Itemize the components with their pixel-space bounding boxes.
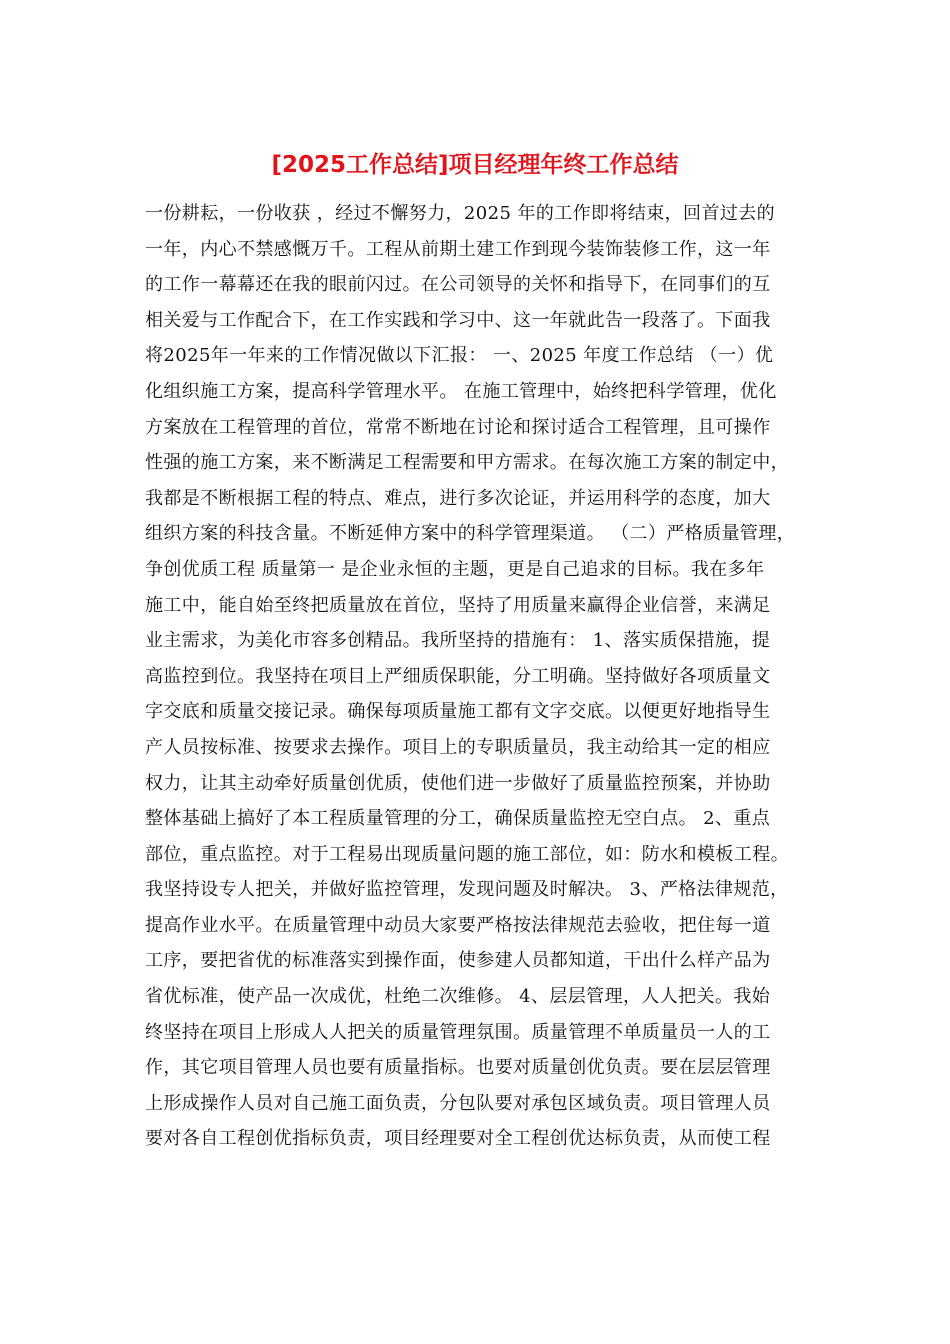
body-line: 争创优质工程 质量第一 是企业永恒的主题，更是自己追求的目标。我在多年	[145, 558, 765, 580]
body-line: 化组织施工方案，提高科学管理水平。 在施工管理中，始终把科学管理，优化	[145, 380, 777, 402]
body-line: 产人员按标准、按要求去操作。项目上的专职质量员，我主动给其一定的相应	[145, 736, 771, 758]
body-line: 权力，让其主动牵好质量创优质，使他们进一步做好了质量监控预案，并协助	[145, 772, 771, 794]
body-line: 字交底和质量交接记录。确保每项质量施工都有文字交底。以便更好地指导生	[145, 701, 771, 723]
body-line: 我都是不断根据工程的特点、难点，进行多次论证，并运用科学的态度，加大	[145, 487, 771, 509]
body-line: 性强的施工方案，来不断满足工程需要和甲方需求。在每次施工方案的制定中，	[145, 452, 789, 474]
body-line: 高监控到位。我坚持在项目上严细质保职能，分工明确。坚持做好各项质量文	[145, 665, 771, 687]
body-line: 部位，重点监控。对于工程易出现质量问题的施工部位，如：防水和模板工程。	[145, 843, 789, 865]
document-title: [2025工作总结]项目经理年终工作总结	[271, 152, 679, 178]
document-body	[145, 196, 825, 1157]
body-line: 工序，要把省优的标准落实到操作面，使参建人员都知道，干出什么样产品为	[145, 950, 771, 972]
body-line: 要对各自工程创优指标负责，项目经理要对全工程创优达标负责，从而使工程	[145, 1128, 771, 1150]
body-line: 省优标准，使产品一次成优，杜绝二次维修。 4、层层管理，人人把关。我始	[145, 986, 771, 1008]
body-line: 业主需求，为美化市容多创精品。我所坚持的措施有： 1、落实质保措施，提	[145, 630, 771, 652]
body-line: 作，其它项目管理人员也要有质量指标。也要对质量创优负责。要在层层管理	[145, 1057, 771, 1079]
body-line: 终坚持在项目上形成人人把关的质量管理氛围。质量管理不单质量员一人的工	[145, 1021, 771, 1043]
body-line: 上形成操作人员对自己施工面负责，分包队要对承包区域负责。项目管理人员	[145, 1092, 771, 1114]
body-line: 一年，内心不禁感慨万千。工程从前期土建工作到现今装饰装修工作，这一年	[145, 238, 771, 260]
body-line: 相关爱与工作配合下，在工作实践和学习中、这一年就此告一段落了。下面我	[145, 309, 771, 331]
body-line: 我坚持设专人把关，并做好监控管理，发现问题及时解决。 3、严格法律规范，	[145, 879, 789, 901]
body-line: 一份耕耘，一份收获 ，经过不懈努力，2025 年的工作即将结束，回首过去的	[145, 203, 776, 224]
body-line: 将2025年一年来的工作情况做以下汇报： 一、2025 年度工作总结 （一）优	[145, 345, 774, 367]
body-line: 组织方案的科技含量。不断延伸方案中的科学管理渠道。 （二）严格质量管理，	[145, 523, 796, 545]
body-line: 施工中，能自始至终把质量放在首位，坚持了用质量来赢得企业信誉，来满足	[145, 594, 771, 616]
body-line: 的工作一幕幕还在我的眼前闪过。在公司领导的关怀和指导下，在同事们的互	[145, 274, 771, 296]
body-line: 方案放在工程管理的首位，常常不断地在讨论和探讨适合工程管理，且可操作	[145, 416, 771, 438]
body-line: 整体基础上搞好了本工程质量管理的分工，确保质量监控无空白点。 2、重点	[145, 808, 771, 830]
body-line: 提高作业水平。在质量管理中动员大家要严格按法律规范去验收，把住每一道	[145, 914, 771, 936]
